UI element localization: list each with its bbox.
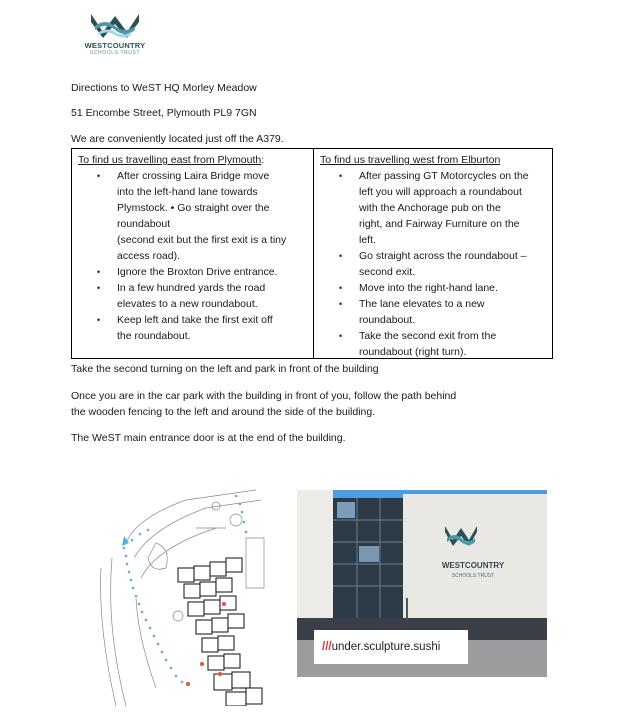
east-step-1: After crossing Laira Bridge move into the left-hand lane towards Plymstock. • Go straight over the roundabout (second exit but the first exit is a tiny access road). <box>117 170 287 262</box>
east-heading-colon: : <box>261 154 265 166</box>
west-heading-row <box>320 152 546 168</box>
logo-wave-icon <box>89 8 141 40</box>
what3words-address <box>314 630 468 664</box>
list-item <box>320 296 546 328</box>
east-steps <box>78 168 307 344</box>
logo-name: WESTCOUNTRY <box>84 41 146 50</box>
list-item <box>320 248 546 280</box>
what3words-slashes: /// <box>322 641 332 653</box>
west-step-2: Go straight across the roundabout – second exit. <box>359 250 527 278</box>
west-step-3: Move into the right-hand lane. <box>359 282 498 294</box>
east-step-3: In a few hundred yards the road elevates to a new roundabout. <box>117 282 266 310</box>
west-steps <box>320 168 546 360</box>
entrance-note: The WeST main entrance door is at the end of the building. <box>71 432 346 444</box>
list-item <box>78 312 307 344</box>
doc-title: Directions to WeST HQ Morley Meadow <box>71 82 257 94</box>
west-step-4: The lane elevates to a new roundabout. <box>359 298 485 326</box>
site-map <box>96 488 266 706</box>
west-step-1: After passing GT Motorcycles on the left you will approach a roundabout with the Anchorage pub on the right, and Fairway Furniture on the left. <box>359 170 529 246</box>
east-step-4: Keep left and take the first exit off the roundabout. <box>117 314 273 342</box>
list-item <box>78 168 307 264</box>
west-step-5: Take the second exit from the roundabout (right turn). <box>359 330 497 358</box>
east-column <box>72 149 314 358</box>
carpark-instruction-2: the wooden fencing to the left and around the side of the building. <box>71 406 376 418</box>
location-note: We are conveniently located just off the A379. <box>71 133 284 145</box>
sign-subtitle: SCHOOLS TRUST <box>451 573 495 579</box>
path-arrow-icon <box>122 536 129 546</box>
list-item <box>320 168 546 248</box>
site-plan-drawing <box>96 488 266 706</box>
address: 51 Encombe Street, Plymouth PL9 7GN <box>71 107 257 119</box>
list-item <box>320 328 546 360</box>
east-heading-row <box>78 152 307 168</box>
west-heading: To find us travelling west from Elburton <box>320 154 501 166</box>
list-item <box>78 264 307 280</box>
west-column <box>314 149 552 358</box>
list-item <box>320 280 546 296</box>
sign-name: WESTCOUNTRY <box>441 561 505 570</box>
east-step-2: Ignore the Broxton Drive entrance. <box>117 266 278 278</box>
list-item <box>78 280 307 312</box>
carpark-instruction-1: Once you are in the car park with the building in front of you, follow the path behind <box>71 390 457 402</box>
directions-table <box>71 148 553 359</box>
turning-instruction: Take the second turning on the left and park in front of the building <box>71 363 379 375</box>
east-heading: To find us travelling east from Plymouth <box>78 154 262 166</box>
logo-subtitle: SCHOOLS TRUST <box>89 50 141 56</box>
westcountry-logo <box>80 8 150 70</box>
what3words-words: under.sculpture.sushi <box>331 641 441 653</box>
